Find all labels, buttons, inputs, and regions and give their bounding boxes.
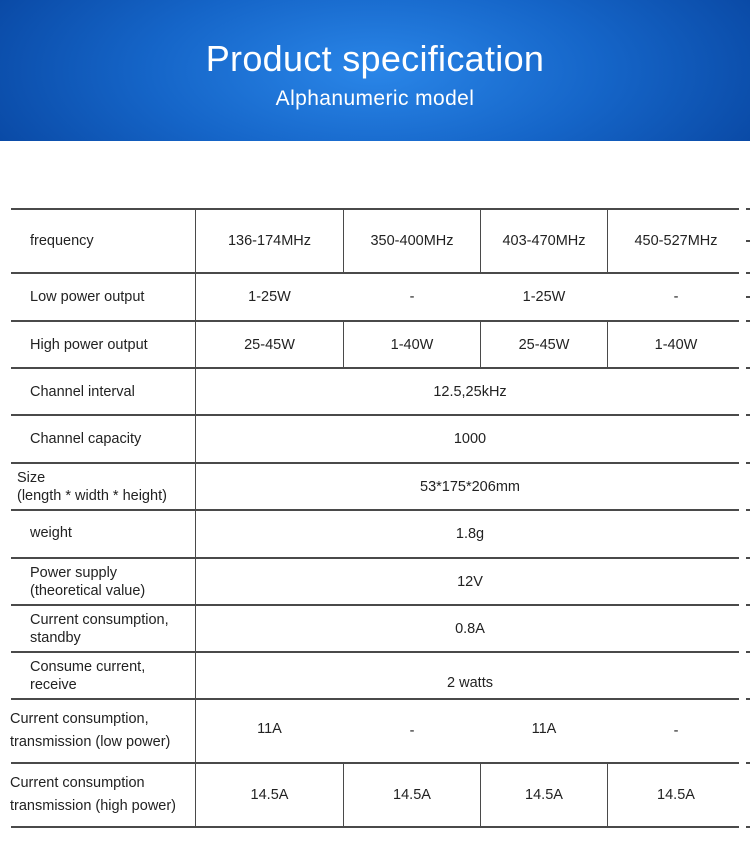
edge-tick (746, 367, 750, 369)
page-subtitle: Alphanumeric model (275, 87, 475, 110)
consume-receive-value: 2 watts (447, 674, 493, 691)
edge-tick (746, 698, 750, 700)
channel-interval-label: Channel interval (30, 383, 135, 400)
edge-tick (746, 414, 750, 416)
high-power-output-label: High power output (30, 336, 148, 353)
current-tx-high-value: 14.5A (250, 787, 289, 803)
edge-tick (746, 509, 750, 511)
frequency-label: frequency (30, 233, 94, 249)
current-tx-high-value: 14.5A (525, 787, 563, 803)
consume-receive-label: Consume current, receive (30, 658, 146, 693)
frequency-value: 136-174MHz (227, 233, 311, 249)
low-power-output-value: - (673, 289, 679, 305)
high-power-output-value: 1-40W (390, 336, 434, 353)
row-divider (11, 826, 739, 828)
edge-tick (746, 240, 750, 242)
edge-tick (746, 462, 750, 464)
current-tx-high-value: 14.5A (393, 787, 431, 803)
low-power-output-value: 1-25W (248, 289, 291, 305)
size-label: Size (length * width * height) (17, 469, 167, 504)
edge-tick (746, 320, 750, 322)
header-banner (0, 0, 750, 141)
current-tx-low-value: 11A (531, 721, 557, 737)
edge-tick (746, 208, 750, 210)
current-tx-low-value: - (409, 723, 415, 739)
edge-tick (746, 826, 750, 828)
current-tx-low-label: Current consumption, transmission (low power) (10, 711, 171, 750)
frequency-value: 350-400MHz (370, 233, 454, 249)
current-standby-label: Current consumption, standby (30, 611, 169, 646)
page-title: Product specification (205, 38, 545, 79)
low-power-output-value: - (409, 289, 415, 305)
edge-tick (746, 604, 750, 606)
power-supply-label: Power supply (theoretical value) (30, 564, 146, 599)
high-power-output-value: 1-40W (654, 336, 698, 353)
size-value: 53*175*206mm (420, 478, 520, 495)
edge-tick (746, 557, 750, 559)
weight-label: weight (30, 525, 72, 541)
channel-capacity-label: Channel capacity (30, 431, 142, 447)
low-power-output-value: 1-25W (522, 289, 566, 305)
current-tx-low-value: - (673, 723, 679, 739)
frequency-value: 403-470MHz (502, 233, 586, 249)
edge-tick (746, 272, 750, 274)
high-power-output-value: 25-45W (518, 336, 570, 353)
low-power-output-label: Low power output (30, 289, 145, 305)
edge-tick (746, 296, 750, 298)
edge-tick (746, 651, 750, 653)
high-power-output-value: 25-45W (244, 336, 295, 353)
channel-capacity-value: 1000 (453, 431, 487, 447)
current-tx-high-label: Current consumption transmission (high power) (10, 775, 177, 814)
weight-value: 1.8g (455, 526, 485, 542)
current-tx-high-value: 14.5A (657, 787, 695, 803)
edge-tick (746, 762, 750, 764)
current-tx-low-value: 11A (257, 721, 282, 737)
frequency-value: 450-527MHz (634, 233, 718, 249)
channel-interval-value: 12.5,25kHz (433, 383, 507, 400)
power-supply-value: 12V (457, 573, 483, 590)
current-standby-value: 0.8A (455, 620, 485, 637)
